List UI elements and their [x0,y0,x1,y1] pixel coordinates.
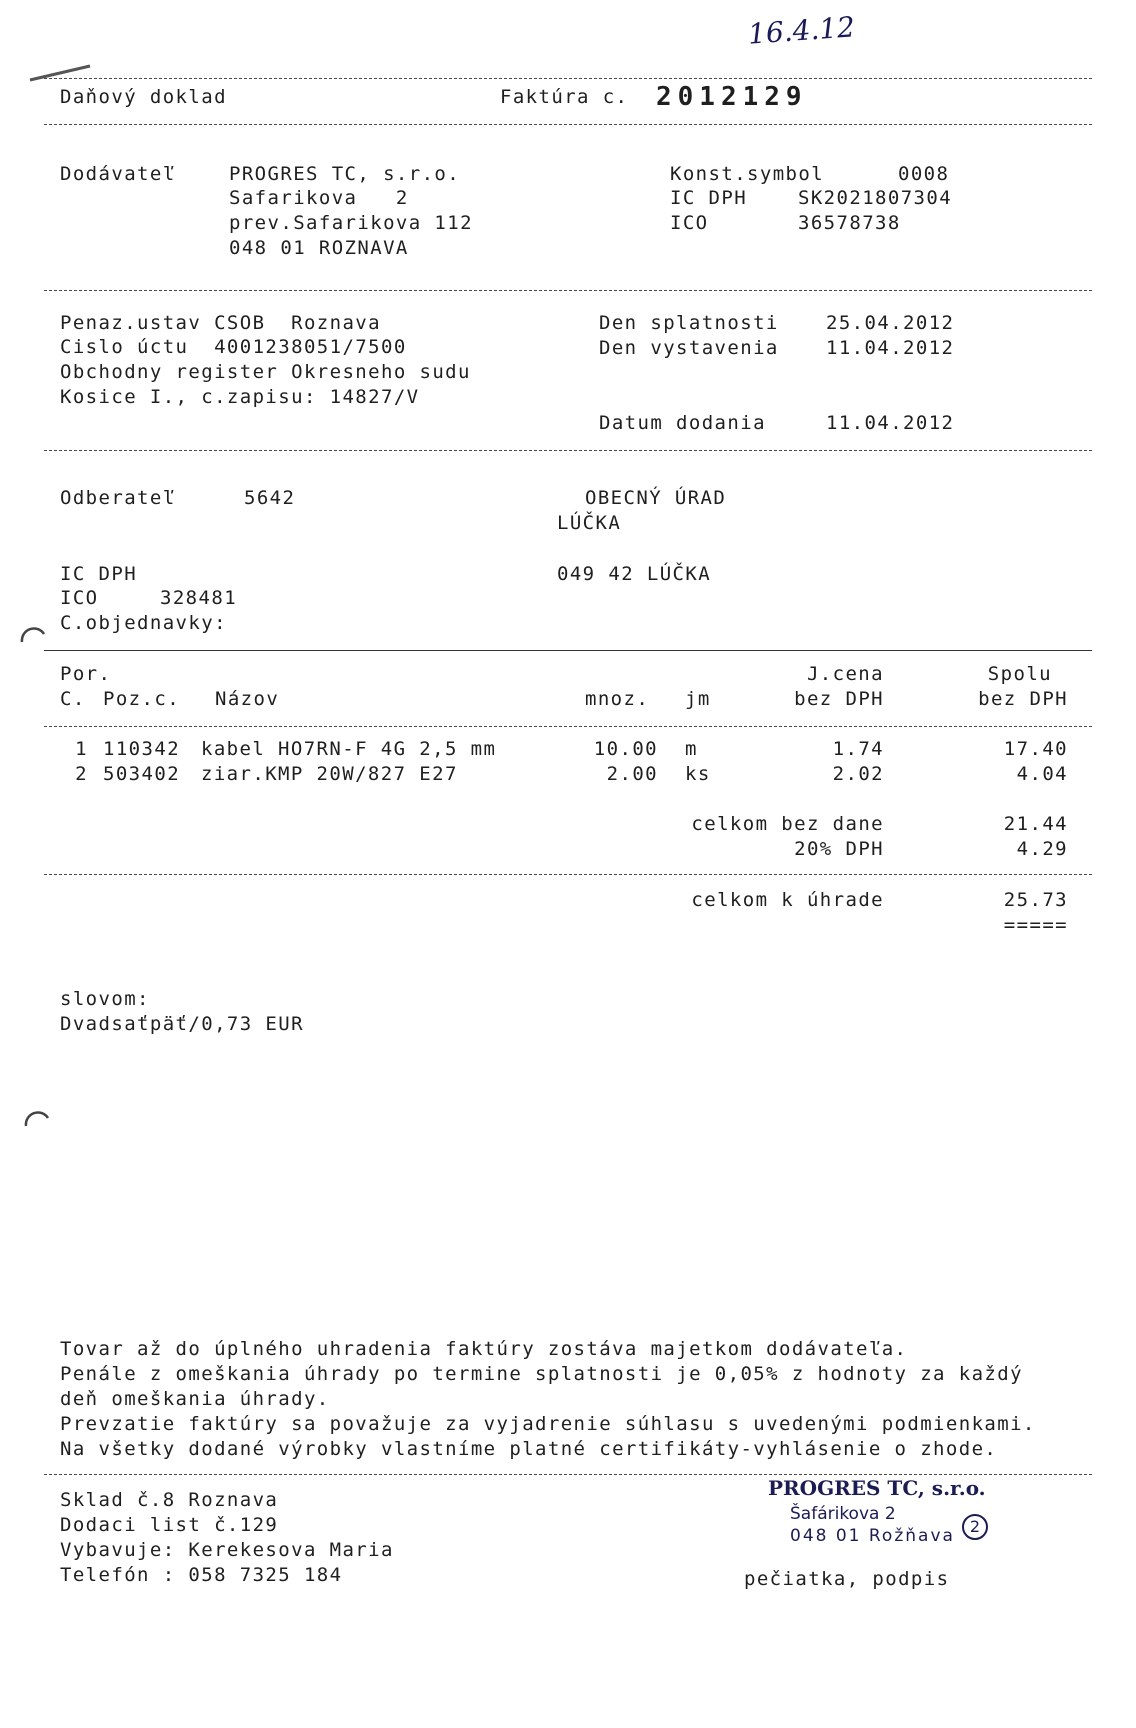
col-header-por: Por. [60,663,112,685]
col-header-total-sub: bez DPH [978,688,1068,710]
vat-value: 4.29 [1016,838,1068,860]
konst-symbol-value: 0008 [898,163,950,185]
col-header-c: C. [60,688,86,710]
warehouse: Sklad č.8 Roznava [60,1489,279,1511]
signature-label: pečiatka, podpis [744,1568,950,1590]
supplier-street: Safarikova 2 [229,187,409,209]
doc-type: Daňový doklad [60,86,227,108]
ico-value: 36578738 [798,212,901,234]
stamp-company-name: PROGRES TC, s.r.o. [768,1476,986,1500]
delivery-date-label: Datum dodania [599,412,766,434]
customer-label: Odberateľ [60,487,176,509]
handwritten-date: 16.4.12 [746,10,856,51]
terms-line: Penále z omeškania úhrady po termine splatnosti je 0,05% z hodnoty za každý [60,1363,1023,1385]
terms-line: deň omeškania úhrady. [60,1388,330,1410]
divider [44,124,1092,125]
row-item-code: 110342 [103,738,181,760]
row-item-name: kabel HO7RN-F 4G 2,5 mm [201,738,497,760]
issued-by: Vybavuje: Kerekesova Maria [60,1539,394,1561]
punch-hole-mark [22,1104,52,1134]
divider [44,290,1092,291]
due-date-label: Den splatnosti [599,312,779,334]
konst-symbol-label: Konst.symbol [670,163,825,185]
customer-ico-value: 328481 [160,587,238,609]
vat-label: 20% DPH [794,838,884,860]
supplier-city: 048 01 ROZNAVA [229,237,409,259]
issue-date-value: 11.04.2012 [826,337,955,359]
col-header-jm: jm [685,688,711,710]
stamp-city: 048 01 Rožňava [790,1526,955,1546]
col-header-mnoz: mnoz. [585,688,650,710]
customer-ico-label: ICO [60,587,99,609]
row-total: 4.04 [1016,763,1068,785]
stamp-number-mark: 2 [962,1514,988,1540]
ico-label: ICO [670,212,709,234]
amount-due-value: 25.73 [1003,889,1068,911]
divider [44,650,1092,651]
row-number: 1 [75,738,88,760]
amount-due-label: celkom k úhrade [691,889,884,911]
row-unit-price: 1.74 [832,738,884,760]
row-quantity: 2.00 [606,763,658,785]
row-number: 2 [75,763,88,785]
divider [44,726,1092,727]
stamp-street: Šafárikova 2 [790,1504,896,1524]
divider [44,874,1092,875]
customer-ic-dph-label: IC DPH [60,563,138,585]
bank-line: Cislo úctu 4001238051/7500 [60,336,407,358]
bank-line: Obchodny register Okresneho sudu [60,361,471,383]
delivery-note: Dodaci list č.129 [60,1514,279,1536]
supplier-label: Dodávateľ [60,163,176,185]
col-header-total: Spolu [987,663,1052,685]
col-header-unit-price-sub: bez DPH [794,688,884,710]
col-header-nazov: Názov [215,688,280,710]
divider [44,78,1092,79]
bank-line: Kosice I., c.zapisu: 14827/V [60,386,420,408]
col-header-unit-price: J.cena [806,663,884,685]
row-unit-price: 2.02 [832,763,884,785]
row-item-name: ziar.KMP 20W/827 E27 [201,763,458,785]
ic-dph-value: SK2021807304 [798,187,953,209]
row-item-code: 503402 [103,763,181,785]
terms-line: Prevzatie faktúry sa považuje za vyjadrenie súhlasu s uvedenými podmienkami. [60,1413,1036,1435]
amount-in-words: Dvadsaťpäť/0,73 EUR [60,1013,304,1035]
net-total-label: celkom bez dane [691,813,884,835]
customer-number: 5642 [244,487,296,509]
issue-date-label: Den vystavenia [599,337,779,359]
invoice-number: 2012129 [656,82,808,112]
due-date-value: 25.04.2012 [826,312,955,334]
row-unit: ks [685,763,711,785]
ic-dph-label: IC DPH [670,187,748,209]
punch-hole-mark [18,622,48,652]
customer-name: OBECNÝ ÚRAD [585,487,727,509]
supplier-branch: prev.Safarikova 112 [229,212,473,234]
staple-mark [26,62,96,84]
bank-line: Penaz.ustav CSOB Roznava [60,312,381,334]
company-stamp [760,1474,1000,1554]
amount-due-underline: ===== [1003,914,1068,936]
row-unit: m [685,738,698,760]
invoice-label: Faktúra c. [500,86,629,108]
customer-name-line2: LÚČKA [557,512,622,534]
supplier-name: PROGRES TC, s.r.o. [229,163,461,185]
delivery-date-value: 11.04.2012 [826,412,955,434]
words-label: slovom: [60,988,150,1010]
net-total-value: 21.44 [1003,813,1068,835]
customer-address: 049 42 LÚČKA [557,563,712,585]
col-header-poz: Poz.c. [103,688,181,710]
divider [44,450,1092,451]
phone: Telefón : 058 7325 184 [60,1564,343,1586]
row-total: 17.40 [1003,738,1068,760]
terms-line: Na všetky dodané výrobky vlastníme platné certifikáty-vyhlásenie o zhode. [60,1438,998,1460]
row-quantity: 10.00 [593,738,658,760]
order-number-label: C.objednavky: [60,612,227,634]
terms-line: Tovar až do úplného uhradenia faktúry zostáva majetkom dodávateľa. [60,1338,908,1360]
